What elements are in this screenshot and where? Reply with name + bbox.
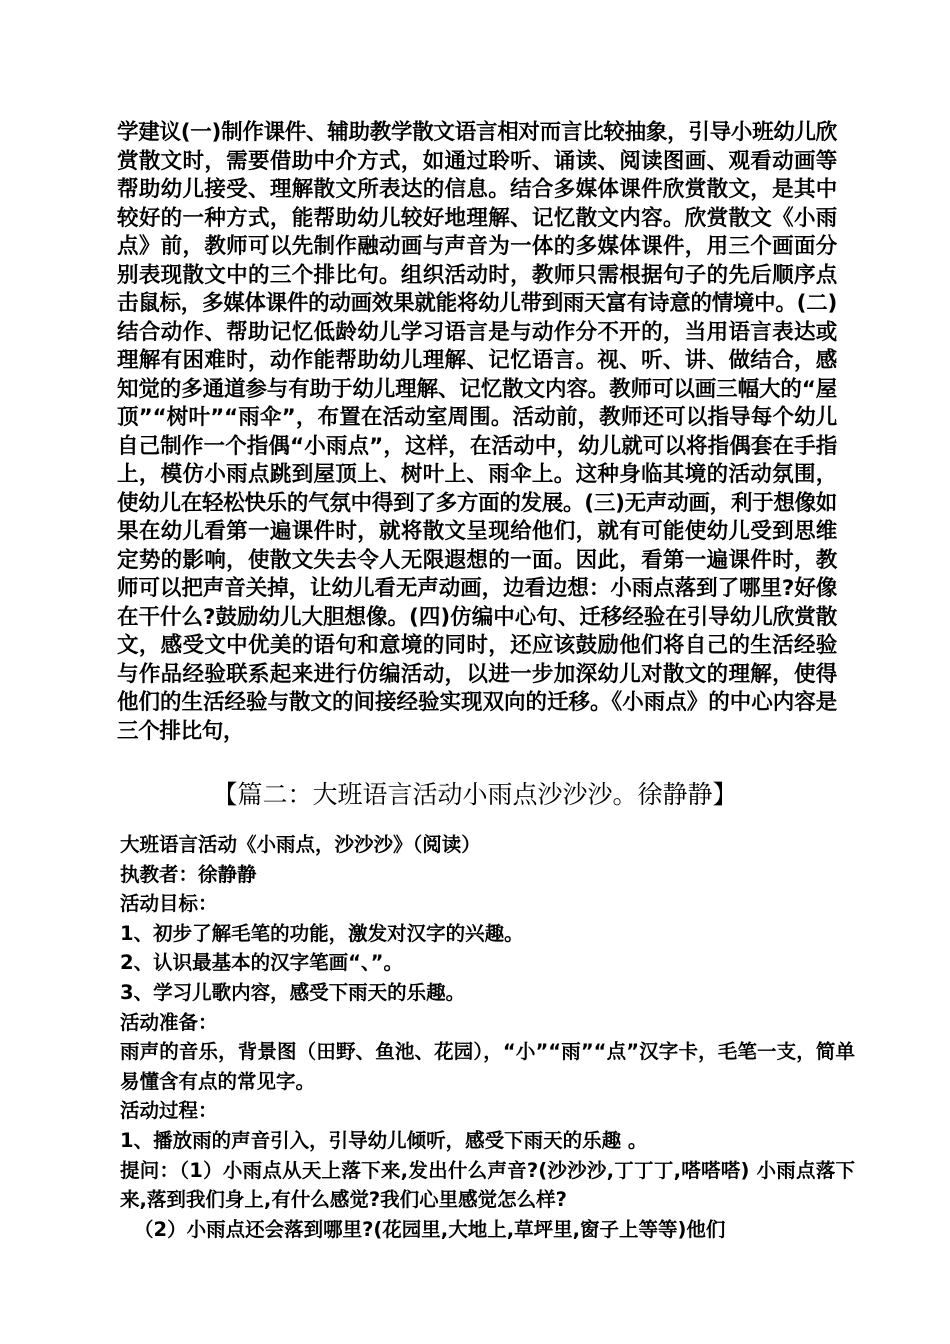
prep-heading: 活动准备： bbox=[120, 1010, 218, 1034]
prep-text: 雨声的音乐，背景图（田野、鱼池、花园），“小”“雨”“点”汉字卡，毛笔一支，简单易懂含有点的常见字。 bbox=[120, 1040, 855, 1093]
goal-item: 3、学习儿歌内容，感受下雨天的乐趣。 bbox=[120, 980, 466, 1004]
goal-item: 2、认识最基本的汉字笔画“、”。 bbox=[120, 951, 403, 975]
question-text: 提问：（1）小雨点从天上落下来,发出什么声音?(沙沙沙,丁丁丁,嗒嗒嗒) 小雨点落下来,落到我们身上,有什么感觉?我们心里感觉怎么样? bbox=[120, 1158, 855, 1212]
process-heading: 活动过程： bbox=[120, 1099, 218, 1123]
goal-item: 1、初步了解毛笔的功能，激发对汉字的兴趣。 bbox=[120, 921, 524, 945]
teacher-line: 执教者：徐静静 bbox=[120, 862, 257, 886]
lesson-plan bbox=[120, 830, 855, 1244]
process-step: 1、播放雨的声音引入，引导幼儿倾听，感受下雨天的乐趣 。 bbox=[120, 1128, 648, 1152]
intro-paragraph: 学建议(一)制作课件、辅助教学散文语言相对而言比较抽象，引导小班幼儿欣赏散文时，需要借助中介方式，如通过聆听、诵读、阅读图画、观看动画等帮助幼儿接受、理解散文所表达的信息。结合多媒体课件欣赏散文，是其中较好的一种方式，能帮助幼儿较好地理解、记忆散文内容。欣赏散文《小雨点》前，教师可以先制作融动画与声音为一体的多媒体课件，用三个画面分别表现散文中的三个排比句。组织活动时，教师只需根据句子的先后顺序点击鼠标，多媒体课件的动画效果就能将幼儿带到雨天富有诗意的情境中。(二)结合动作、帮助记忆低龄幼儿学习语言是与动作分不开的，当用语言表达或理解有困难时，动作能帮助幼儿理解、记忆语言。视、听、讲、做结合，感知觉的多通道参与有助于幼儿理解、记忆散文内容。教师可以画三幅大的“屋顶”“树叶”“雨伞”，布置在活动室周围。活动前，教师还可以指导每个幼儿自己制作一个指偶“小雨点”，这样，在活动中，幼儿就可以将指偶套在手指上，模仿小雨点跳到屋顶上、树叶上、雨伞上。这种身临其境的活动氛围，使幼儿在轻松快乐的气氛中得到了多方面的发展。(三)无声动画，利于想像如果在幼儿看第一遍课件时，就将散文呈现给他们，就有可能使幼儿受到思维定势的影响，使散文失去令人无限遐想的一面。因此，看第一遍课件时，教师可以把声音关掉，让幼儿看无声动画，边看边想：小雨点落到了哪里?好像在干什么?鼓励幼儿大胆想像。(四)仿编中心句、迁移经验在引导幼儿欣赏散文，感受文中优美的语句和意境的同时，还应该鼓励他们将自己的生活经验与作品经验联系起来进行仿编活动，以进一步加深幼儿对散文的理解，使得他们的生活经验与散文的间接经验实现双向的迁移。《小雨点》的中心内容是三个排比句， bbox=[117, 120, 837, 744]
question-text: （2）小雨点还会落到哪里?(花园里,大地上,草坪里,窗子上等等)他们 bbox=[134, 1217, 726, 1241]
section-title: 【篇二：大班语言活动小雨点沙沙沙。徐静静】 bbox=[212, 780, 738, 809]
goals-heading: 活动目标： bbox=[120, 892, 218, 916]
lesson-title: 大班语言活动《小雨点，沙沙沙》（阅读） bbox=[120, 833, 481, 856]
